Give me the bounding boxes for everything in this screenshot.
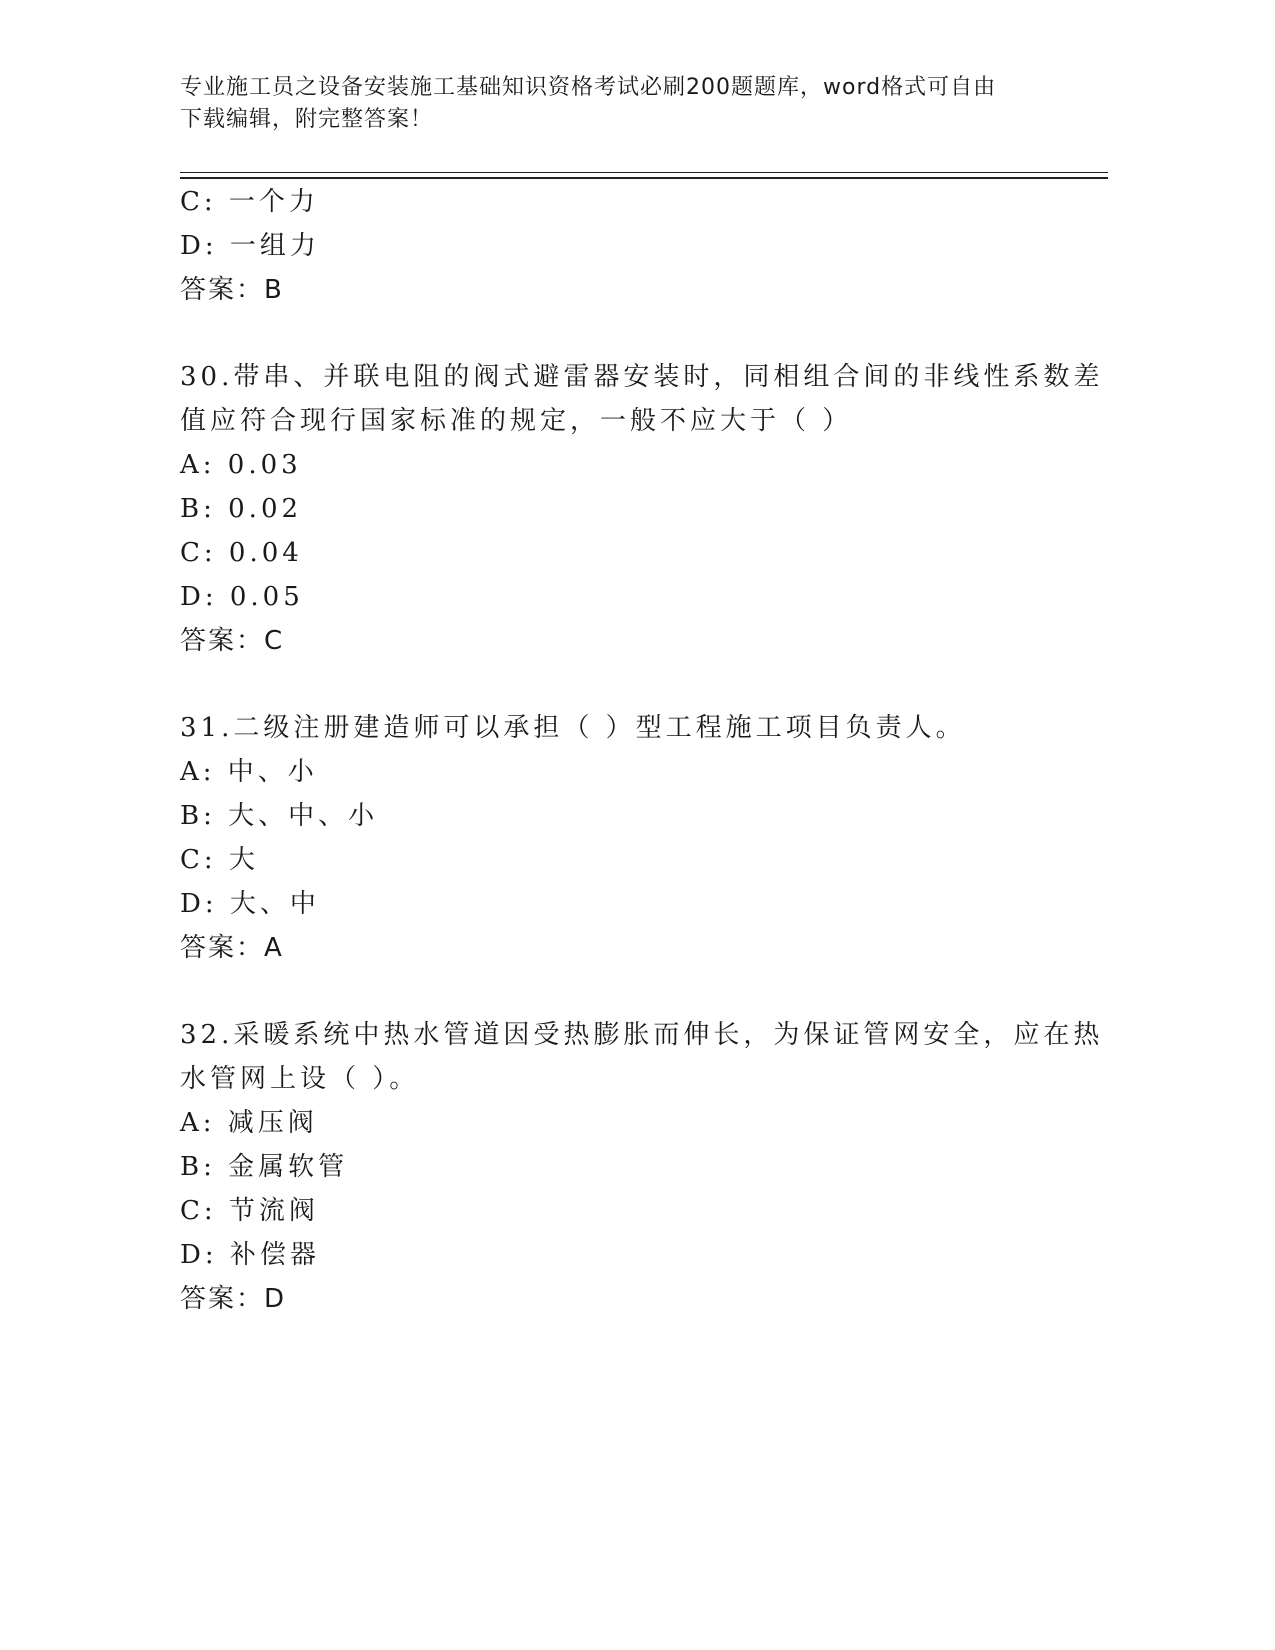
header-divider-thin: [180, 172, 1108, 173]
spacer: [180, 970, 1080, 1013]
q32-option-a: A: 减压阀: [180, 1108, 318, 1138]
spacer: [180, 312, 1080, 355]
q31-option-a: A: 中、小: [180, 757, 318, 787]
question-30: [180, 355, 1104, 663]
q32-option-c: C: 节流阀: [180, 1196, 319, 1226]
document-header: [180, 72, 1040, 136]
q31-option-b: B: 大、中、小: [180, 801, 379, 831]
question-31: [180, 706, 1080, 970]
q29-answer: 答案：B: [180, 275, 284, 305]
q32-stem-line-2: 水管网上设（ ）。: [180, 1064, 420, 1094]
q30-stem-line-2: 值应符合现行国家标准的规定，一般不应大于（ ）: [180, 406, 853, 436]
q32-answer: 答案：D: [180, 1284, 287, 1314]
q30-option-b: B: 0.02: [180, 494, 303, 524]
q31-answer: 答案：A: [180, 933, 284, 963]
q30-stem-line-1: 30.带串、并联电阻的阀式避雷器安装时，同相组合间的非线性系数差: [180, 362, 1104, 392]
header-title-line-1: 专业施工员之设备安装施工基础知识资格考试必刷200题题库，word格式可自由: [180, 75, 997, 100]
q31-option-c: C: 大: [180, 845, 259, 875]
q29-option-c: C: 一个力: [180, 187, 319, 217]
q29-option-d: D: 一组力: [180, 231, 320, 261]
q32-stem-line-1: 32.采暖系统中热水管道因受热膨胀而伸长，为保证管网安全，应在热: [180, 1020, 1104, 1050]
question-32: [180, 1013, 1104, 1321]
q30-option-d: D: 0.05: [180, 582, 304, 612]
question-29: [180, 180, 1080, 312]
q32-option-d: D: 补偿器: [180, 1240, 320, 1270]
spacer: [180, 663, 1080, 706]
q30-option-a: A: 0.03: [180, 450, 302, 480]
q32-option-b: B: 金属软管: [180, 1152, 349, 1182]
q31-option-d: D: 大、中: [180, 889, 320, 919]
header-divider-thick: [180, 177, 1108, 179]
q31-stem: 31.二级注册建造师可以承担（ ）型工程施工项目负责人。: [180, 713, 966, 743]
header-title-line-2: 下载编辑，附完整答案！: [180, 107, 434, 132]
question-list: [180, 180, 1104, 1321]
q30-answer: 答案：C: [180, 626, 285, 656]
q30-option-c: C: 0.04: [180, 538, 303, 568]
